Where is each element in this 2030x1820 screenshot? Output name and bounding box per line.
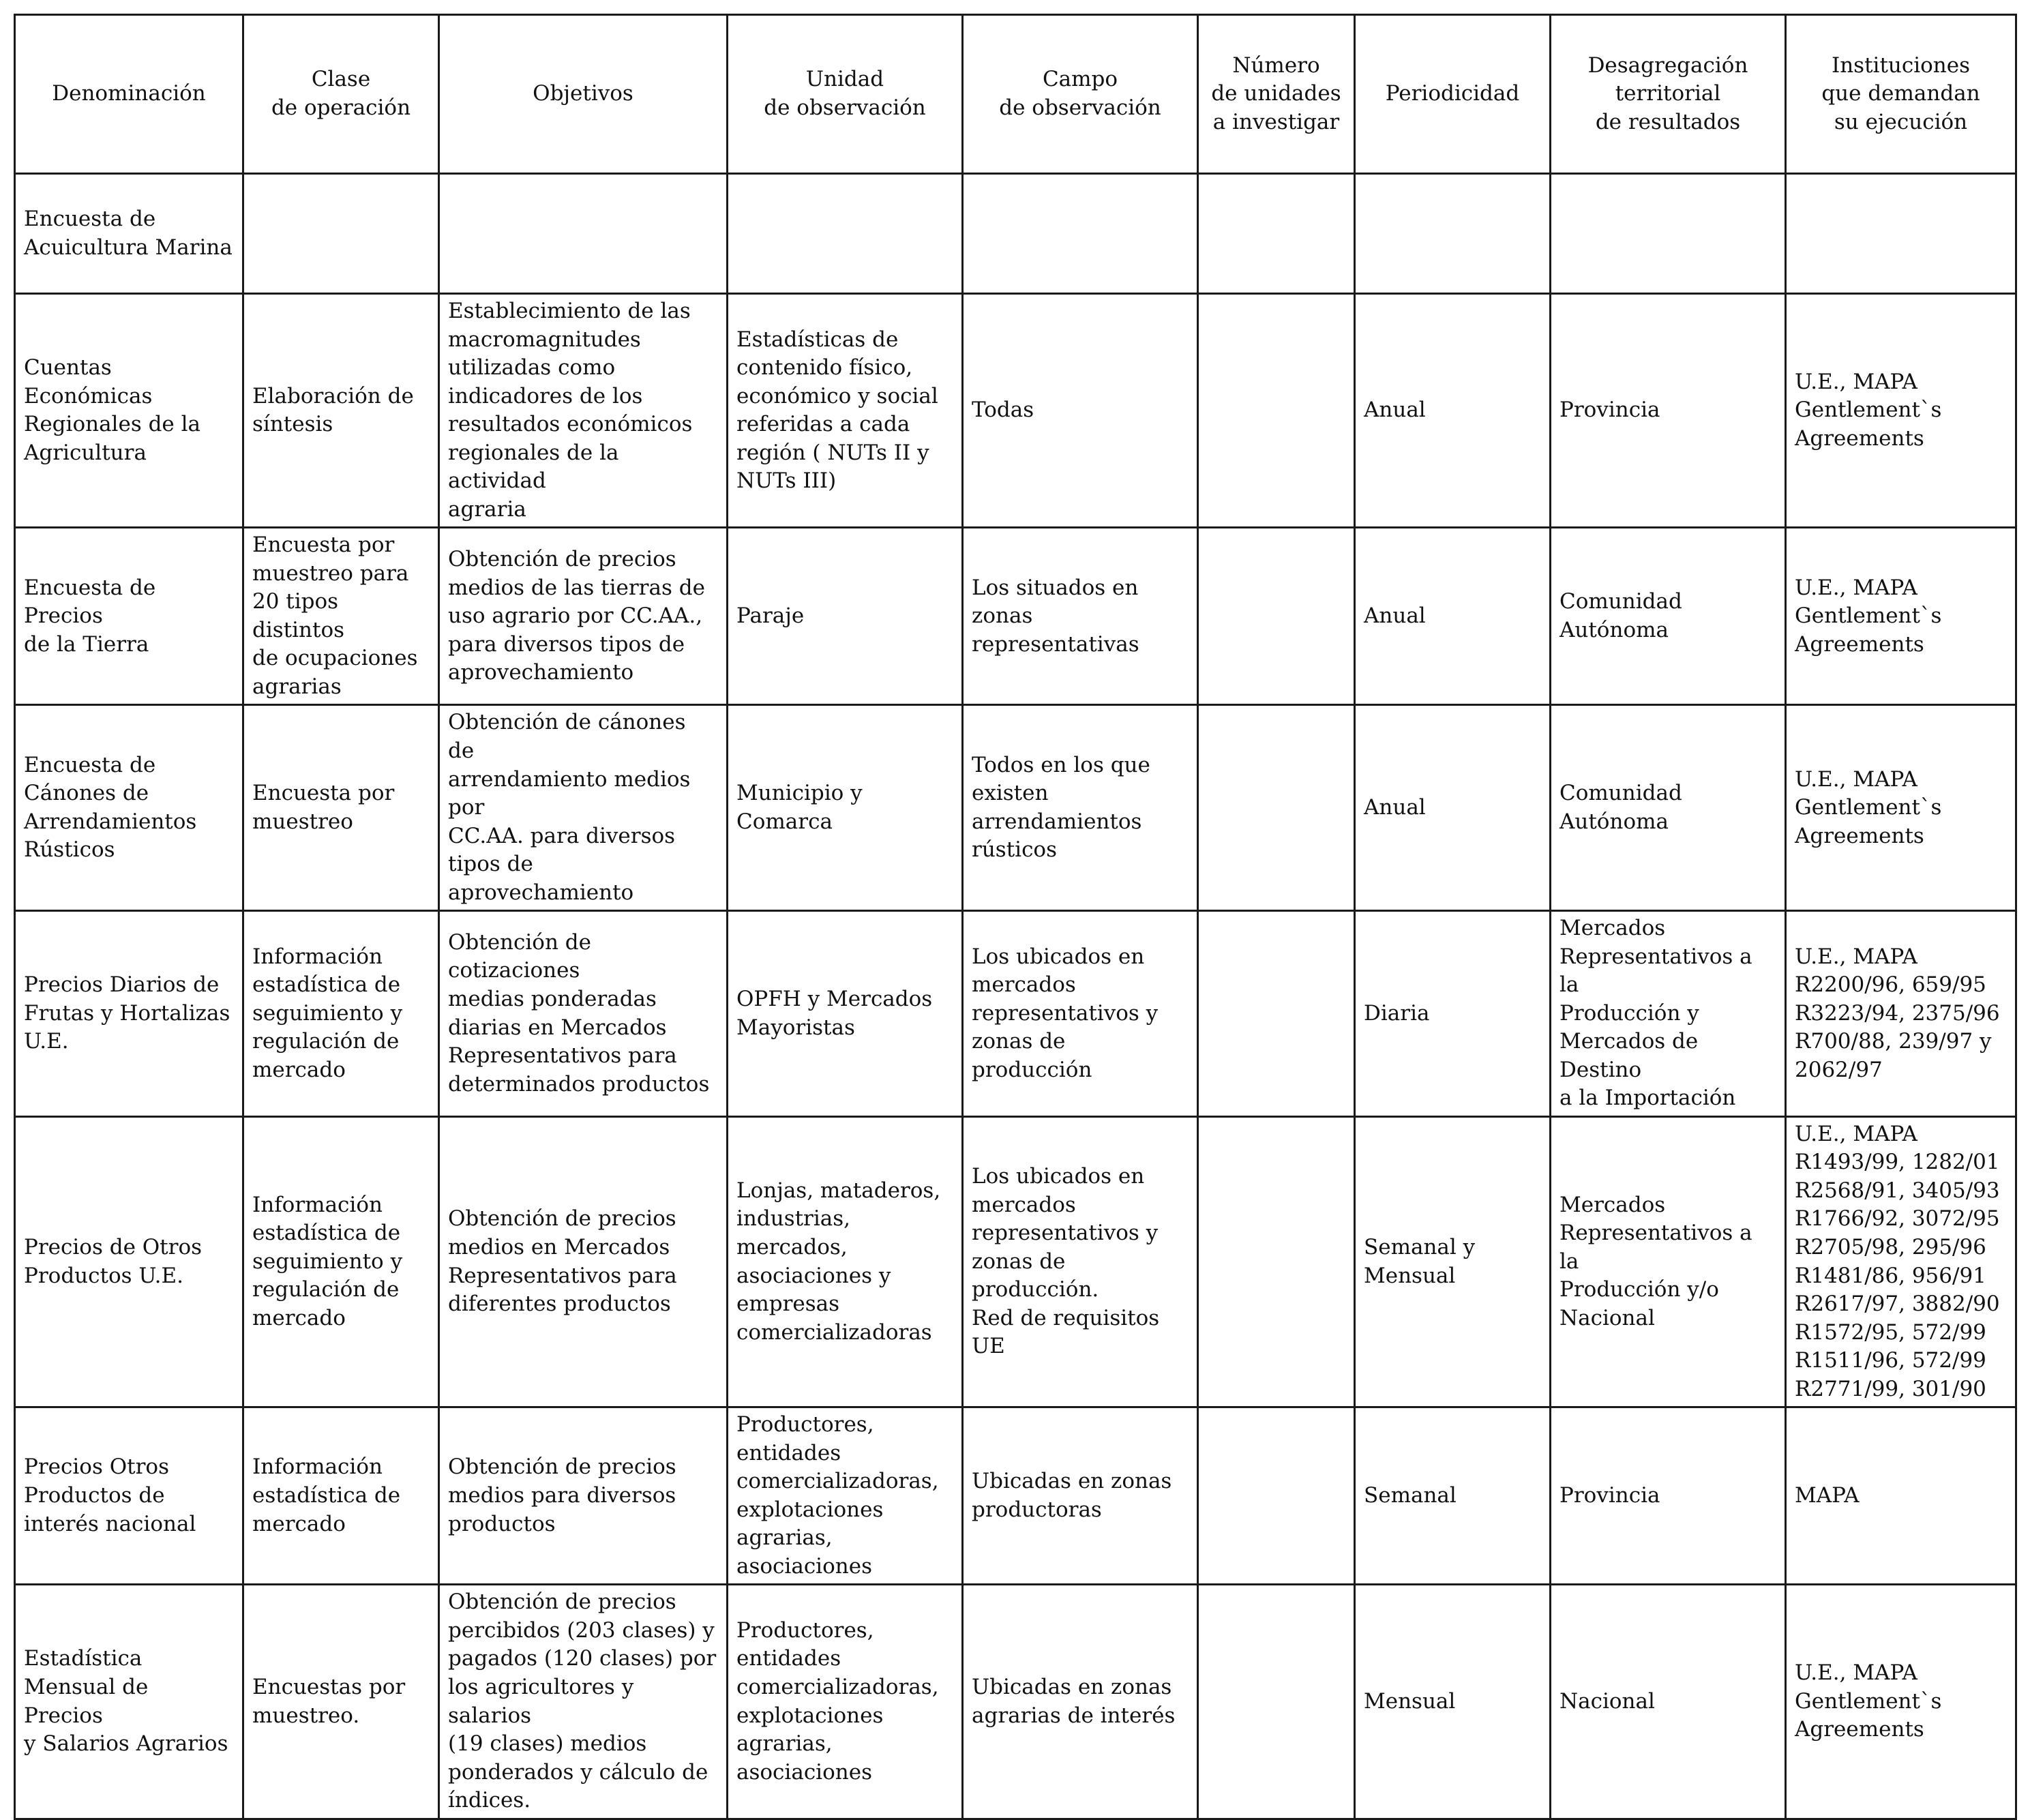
cell-text: Los ubicados en mercados representativos y zonas de producción	[972, 944, 1159, 1082]
cell-text: Mensual	[1364, 1688, 1456, 1714]
cell-numero	[1198, 1407, 1355, 1585]
header-numero: Número de unidades a investigar	[1198, 15, 1355, 174]
cell-campo	[963, 174, 1198, 294]
cell-text: OPFH y Mercados Mayoristas	[736, 986, 933, 1040]
cell-text: Los ubicados en mercados representativos y zonas de producción. Red de requisitos UE	[972, 1164, 1160, 1359]
header-unidad: Unidad de observación	[728, 15, 963, 174]
cell-text: Todos en los que existen arrendamientos rústicos	[972, 752, 1150, 863]
cell-periodicidad	[1355, 1585, 1551, 1819]
cell-text: Estadística Mensual de Precios y Salarios Agrarios	[24, 1646, 228, 1757]
cell-text: Establecimiento de las macromagnitudes utilizadas como indicadores de los resultados económicos regionales de la actividad agraria	[448, 299, 693, 522]
statistics-operations-table	[14, 14, 2017, 1820]
table-row	[15, 1585, 2016, 1819]
cell-clase	[243, 1116, 439, 1407]
table-row	[15, 1116, 2016, 1407]
cell-periodicidad	[1355, 705, 1551, 911]
cell-text: Precios Diarios de Frutas y Hortalizas U.E.	[24, 972, 230, 1054]
table-row	[15, 705, 2016, 911]
cell-text: Diaria	[1364, 1000, 1430, 1026]
cell-objetivos	[439, 705, 728, 911]
cell-text: Semanal y Mensual	[1364, 1235, 1476, 1288]
cell-clase	[243, 705, 439, 911]
cell-unidad	[728, 528, 963, 705]
cell-objetivos	[439, 911, 728, 1117]
cell-text: Encuesta de Cánones de Arrendamientos Rústicos	[24, 752, 197, 863]
cell-text: Municipio y Comarca	[736, 781, 863, 834]
cell-objetivos	[439, 528, 728, 705]
cell-text: U.E., MAPA R1493/99, 1282/01 R2568/91, 3405/93 R1766/92, 3072/95 R2705/98, 295/96 R1481/86, 956/91 R2617/97, 3882/90 R1572/95, 572/99 R1511/96, 572/99 R2771/99, 301/90	[1795, 1121, 2000, 1401]
cell-text: Encuesta de Acuicultura Marina	[24, 206, 233, 260]
cell-denominacion	[15, 528, 243, 705]
cell-text: Anual	[1364, 795, 1426, 820]
cell-desagregacion	[1551, 705, 1786, 911]
cell-unidad	[728, 1116, 963, 1407]
cell-text: Encuesta de Precios de la Tierra	[24, 575, 156, 657]
cell-unidad	[728, 174, 963, 294]
cell-campo	[963, 1585, 1198, 1819]
cell-text: U.E., MAPA Gentlement`s Agreements	[1795, 1660, 1942, 1742]
cell-objetivos	[439, 1116, 728, 1407]
header-periodicidad: Periodicidad	[1355, 15, 1551, 174]
cell-text: Productores, entidades comercializadoras, explotaciones agrarias, asociaciones	[736, 1617, 939, 1785]
cell-denominacion	[15, 294, 243, 528]
cell-text: Paraje	[736, 603, 805, 629]
cell-unidad	[728, 705, 963, 911]
cell-text: U.E., MAPA R2200/96, 659/95 R3223/94, 2375/96 R700/88, 239/97 y 2062/97	[1795, 944, 2000, 1082]
cell-text: Obtención de precios medios para diversos productos	[448, 1454, 676, 1536]
header-clase: Clase de operación	[243, 15, 439, 174]
cell-text: Anual	[1364, 398, 1426, 423]
cell-periodicidad	[1355, 1407, 1551, 1585]
cell-text: Precios de Otros Productos U.E.	[24, 1235, 203, 1288]
cell-desagregacion	[1551, 174, 1786, 294]
cell-campo	[963, 1407, 1198, 1585]
cell-periodicidad	[1355, 294, 1551, 528]
cell-campo	[963, 705, 1198, 911]
cell-text: Provincia	[1559, 1483, 1660, 1508]
cell-text: Mercados Representativos a la Producción y Mercados de Destino a la Importación	[1559, 916, 1752, 1111]
cell-desagregacion	[1551, 528, 1786, 705]
cell-unidad	[728, 911, 963, 1117]
cell-objetivos	[439, 174, 728, 294]
cell-numero	[1198, 174, 1355, 294]
cell-desagregacion	[1551, 1407, 1786, 1585]
header-objetivos: Objetivos	[439, 15, 728, 174]
cell-text: Los situados en zonas representativas	[972, 575, 1139, 657]
cell-text: Anual	[1364, 603, 1426, 629]
cell-numero	[1198, 294, 1355, 528]
cell-numero	[1198, 528, 1355, 705]
cell-instituciones	[1786, 174, 2016, 294]
cell-denominacion	[15, 1585, 243, 1819]
cell-text: Encuestas por muestreo.	[252, 1674, 406, 1728]
cell-campo	[963, 294, 1198, 528]
cell-text: Provincia	[1559, 398, 1660, 423]
cell-text: Obtención de cánones de arrendamiento medios por CC.AA. para diversos tipos de aprovechamiento	[448, 710, 691, 905]
header-campo: Campo de observación	[963, 15, 1198, 174]
table-row	[15, 911, 2016, 1117]
header-denominacion: Denominación	[15, 15, 243, 174]
cell-text: Todas	[972, 398, 1034, 423]
cell-clase	[243, 911, 439, 1117]
cell-text: Nacional	[1559, 1688, 1655, 1714]
cell-instituciones	[1786, 528, 2016, 705]
cell-text: Obtención de precios percibidos (203 clases) y pagados (120 clases) por los agricultores y salarios (19 clases) medios ponderados y cálculo de índices.	[448, 1590, 717, 1813]
cell-numero	[1198, 1585, 1355, 1819]
cell-desagregacion	[1551, 1585, 1786, 1819]
cell-instituciones	[1786, 294, 2016, 528]
header-row	[15, 15, 2016, 174]
cell-text: Ubicadas en zonas agrarias de interés	[972, 1674, 1176, 1728]
cell-text: U.E., MAPA Gentlement`s Agreements	[1795, 369, 1942, 451]
cell-desagregacion	[1551, 1116, 1786, 1407]
cell-objetivos	[439, 294, 728, 528]
cell-text: Obtención de cotizaciones medias ponderadas diarias en Mercados Representativos para determinados productos	[448, 929, 710, 1097]
cell-campo	[963, 528, 1198, 705]
cell-instituciones	[1786, 1116, 2016, 1407]
cell-periodicidad	[1355, 528, 1551, 705]
table-row	[15, 174, 2016, 294]
cell-text: Precios Otros Productos de interés nacional	[24, 1454, 196, 1536]
table-row	[15, 294, 2016, 528]
cell-text: Mercados Representativos a la Producción y/o Nacional	[1559, 1192, 1752, 1330]
cell-denominacion	[15, 1116, 243, 1407]
cell-objetivos	[439, 1585, 728, 1819]
cell-instituciones	[1786, 1585, 2016, 1819]
cell-campo	[963, 911, 1198, 1117]
cell-text: U.E., MAPA Gentlement`s Agreements	[1795, 766, 1942, 848]
cell-unidad	[728, 294, 963, 528]
cell-text: Semanal	[1364, 1483, 1457, 1508]
cell-desagregacion	[1551, 294, 1786, 528]
cell-unidad	[728, 1585, 963, 1819]
cell-text: Obtención de precios medios en Mercados Representativos para diferentes productos	[448, 1206, 677, 1317]
cell-clase	[243, 528, 439, 705]
cell-unidad	[728, 1407, 963, 1585]
table-row	[15, 528, 2016, 705]
cell-numero	[1198, 1116, 1355, 1407]
cell-denominacion	[15, 174, 243, 294]
cell-denominacion	[15, 911, 243, 1117]
cell-text: MAPA	[1795, 1483, 1860, 1508]
cell-text: Elaboración de síntesis	[252, 383, 414, 437]
cell-clase	[243, 294, 439, 528]
cell-text: Obtención de precios medios de las tierras de uso agrario por CC.AA., para diversos tipos de aprovechamiento	[448, 547, 705, 685]
cell-numero	[1198, 911, 1355, 1117]
document-page	[14, 14, 2016, 1813]
cell-text: Productores, entidades comercializadoras, explotaciones agrarias, asociaciones	[736, 1412, 939, 1579]
cell-text: Información estadística de seguimiento y regulación de mercado	[252, 1192, 403, 1330]
header-desagregacion: Desagregación territorial de resultados	[1551, 15, 1786, 174]
cell-text: Encuesta por muestreo	[252, 781, 395, 834]
cell-campo	[963, 1116, 1198, 1407]
cell-text: Cuentas Económicas Regionales de la Agricultura	[24, 355, 201, 465]
cell-text: U.E., MAPA Gentlement`s Agreements	[1795, 575, 1942, 657]
header-instituciones: Instituciones que demandan su ejecución	[1786, 15, 2016, 174]
cell-periodicidad	[1355, 174, 1551, 294]
cell-text: Comunidad Autónoma	[1559, 589, 1682, 642]
cell-instituciones	[1786, 705, 2016, 911]
cell-clase	[243, 1585, 439, 1819]
cell-denominacion	[15, 1407, 243, 1585]
cell-text: Estadísticas de contenido físico, económico y social referidas a cada región ( NUTs II y NUTs III)	[736, 327, 938, 494]
cell-text: Información estadística de seguimiento y regulación de mercado	[252, 944, 403, 1082]
cell-objetivos	[439, 1407, 728, 1585]
cell-numero	[1198, 705, 1355, 911]
cell-instituciones	[1786, 911, 2016, 1117]
cell-denominacion	[15, 705, 243, 911]
cell-text: Ubicadas en zonas productoras	[972, 1469, 1172, 1522]
cell-text: Comunidad Autónoma	[1559, 781, 1682, 834]
cell-text: Lonjas, mataderos, industrias, mercados, asociaciones y empresas comercializadoras	[736, 1178, 941, 1345]
cell-clase	[243, 1407, 439, 1585]
cell-text: Información estadística de mercado	[252, 1454, 401, 1536]
table-row	[15, 1407, 2016, 1585]
cell-clase	[243, 174, 439, 294]
cell-desagregacion	[1551, 911, 1786, 1117]
cell-instituciones	[1786, 1407, 2016, 1585]
cell-periodicidad	[1355, 911, 1551, 1117]
cell-periodicidad	[1355, 1116, 1551, 1407]
cell-text: Encuesta por muestreo para 20 tipos distintos de ocupaciones agrarias	[252, 533, 418, 699]
